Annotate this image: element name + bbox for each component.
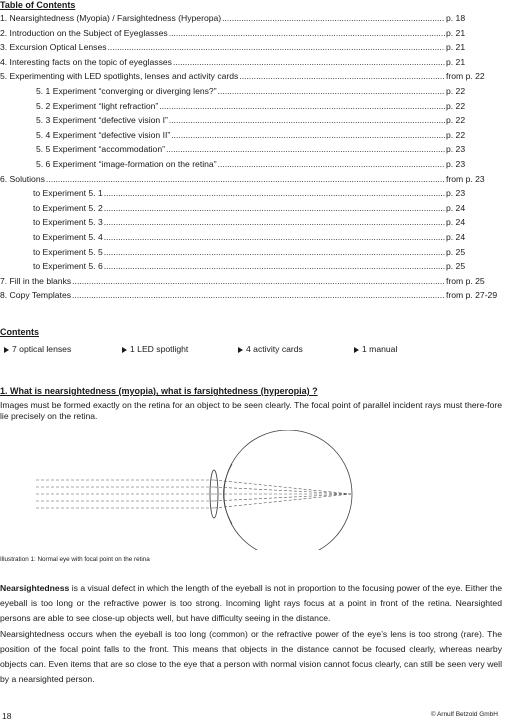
toc-entry: [0, 232, 500, 247]
toc-entry-page: p. 25: [446, 261, 466, 272]
toc-entry-title: to Experiment 5. 1: [33, 188, 103, 199]
toc-leader-dots: [104, 203, 445, 214]
toc-entry-title: to Experiment 5. 6: [33, 261, 103, 272]
intro-paragraph: Images must be formed exactly on the retina for an object to be seen clearly. The focal point of parallel incident rays must there-fore lie precisely on the retina.: [0, 400, 502, 422]
toc-leader-dots: [169, 28, 445, 39]
toc-entry: [0, 174, 500, 189]
toc-entry-title: 5. Experimenting with LED spotlights, lenses and activity cards: [0, 71, 239, 82]
toc-entry-page: from p. 25: [446, 275, 485, 286]
contents-list: [4, 344, 504, 356]
triangle-bullet-icon: [122, 347, 127, 353]
toc-entry-title: to Experiment 5. 2: [33, 202, 103, 213]
toc-entry: [0, 42, 500, 57]
toc-entry-page: p. 24: [446, 231, 466, 242]
section-heading: 1. What is nearsightedness (myopia), what is farsightedness (hyperopia) ?: [0, 386, 318, 396]
toc-entry-page: p. 23: [446, 144, 466, 155]
eye-illustration: [0, 430, 506, 550]
toc-entry-page: p. 23: [446, 158, 466, 169]
toc-entry-page: p. 22: [446, 129, 466, 140]
toc-leader-dots: [159, 101, 445, 112]
toc-entry-title: 3. Excursion Optical Lenses: [0, 42, 107, 53]
toc-entry-title: 6. Solutions: [0, 173, 45, 184]
toc-entry-page: p. 21: [446, 42, 466, 53]
toc-entry-title: to Experiment 5. 5: [33, 246, 103, 257]
toc-entry: [0, 188, 500, 203]
toc-entry-title: 5. 4 Experiment “defective vision II”: [36, 129, 171, 140]
toc-entry-title: 5. 1 Experiment “converging or diverging lens?”: [36, 85, 217, 96]
toc-entry: [0, 130, 500, 145]
eyeball-shape: [224, 430, 352, 550]
term-bold: Nearsightedness: [0, 583, 70, 593]
toc-entry-title: 1. Nearsightedness (Myopia) / Farsightedness (Hyperopa): [0, 13, 222, 23]
triangle-bullet-icon: [4, 347, 9, 353]
triangle-bullet-icon: [238, 347, 243, 353]
toc-entry: [0, 71, 500, 86]
toc-leader-dots: [108, 42, 445, 53]
toc-entry-title: 5. 2 Experiment “light refraction”: [36, 100, 159, 111]
toc-entry-page: from p. 27-29: [446, 290, 498, 301]
toc-entry-page: p. 24: [446, 217, 466, 228]
contents-item: 1 manual: [354, 344, 397, 355]
toc-entry: [0, 290, 500, 305]
toc-entry-page: p. 22: [446, 115, 466, 126]
toc-entry: [0, 28, 500, 43]
toc-entry: [0, 115, 500, 130]
toc-leader-dots: [104, 261, 445, 272]
toc-leader-dots: [104, 247, 445, 258]
toc-leader-dots: [104, 188, 445, 199]
contents-title: Contents: [0, 327, 39, 337]
page-number: 18: [2, 711, 12, 721]
toc-leader-dots: [104, 217, 445, 228]
toc-entry-page: p. 21: [446, 27, 466, 38]
toc-entry-title: to Experiment 5. 4: [33, 231, 103, 242]
toc-leader-dots: [222, 13, 445, 24]
toc-entry-title: 4. Interesting facts on the topic of eyeglasses: [0, 56, 172, 67]
toc-entry: [0, 13, 500, 28]
toc-entry: [0, 144, 500, 159]
contents-item: 4 activity cards: [238, 344, 303, 355]
contents-item: 1 LED spotlight: [122, 344, 188, 355]
copyright: © Arnulf Betzold GmbH: [430, 711, 498, 718]
toc-leader-dots: [218, 86, 445, 97]
triangle-bullet-icon: [354, 347, 359, 353]
toc-leader-dots: [72, 290, 445, 301]
toc-entry-page: p. 25: [446, 246, 466, 257]
toc-entry: [0, 217, 500, 232]
toc-entry-title: 7. Fill in the blanks: [0, 275, 72, 286]
contents-item: 7 optical lenses: [4, 344, 71, 355]
toc-leader-dots: [104, 232, 445, 243]
toc-leader-dots: [173, 57, 445, 68]
toc-entry-title: 2. Introduction on the Subject of Eyeglasses: [0, 27, 168, 38]
toc-entry: [0, 57, 500, 72]
toc-leader-dots: [72, 276, 445, 287]
toc-entry: [0, 159, 500, 174]
figure-caption: Illustration 1: Normal eye with focal point on the retina: [0, 556, 150, 563]
toc-entry: [0, 203, 500, 218]
toc-entry-title: 5. 5 Experiment “accommodation”: [36, 144, 165, 155]
toc-entry-page: from p. 23: [446, 173, 485, 184]
toc-entry-page: from p. 22: [446, 71, 485, 82]
toc-leader-dots: [239, 71, 445, 82]
toc-leader-dots: [171, 130, 445, 141]
paragraph-text: is a visual defect in which the length of the eyeball is not in proportion to the focusing power of the eye. Either the eyeball is too long or the refractive power is too strong. Incoming light rays focus at a point in front of the retina. Nearsighted persons are able to see close-up objects well, but have difficulty seeing in the distance.: [0, 583, 502, 623]
toc-entry: [0, 86, 500, 101]
toc-leader-dots: [46, 174, 445, 185]
toc-leader-dots: [218, 159, 445, 170]
toc-entry: [0, 101, 500, 116]
toc-entry-title: to Experiment 5. 3: [33, 217, 103, 228]
nearsightedness-cause-paragraph: Nearsightedness occurs when the eyeball is too long (common) or the refractive power of the eye’s lens is too strong (rare). The position of the focal point falls to the front. This means that objects in the distance cannot be focused clearly, whereas nearby objects can. Even items that are so close to the eye that a person with normal vision cannot focus clearly, can still be seen very well by a nearsighted person.: [0, 629, 502, 684]
toc-entry-page: p. 21: [446, 56, 466, 67]
nearsightedness-paragraph: [0, 581, 502, 626]
toc-entry-page: p. 22: [446, 85, 466, 96]
toc-entry: [0, 261, 500, 276]
toc-entry-page: p. 18: [446, 13, 466, 23]
toc-entry-page: p. 23: [446, 188, 466, 199]
table-of-contents: [0, 13, 500, 305]
toc-entry-page: p. 24: [446, 202, 466, 213]
toc-entry: [0, 247, 500, 262]
toc-title: Table of Contents: [0, 0, 76, 10]
toc-entry-title: 5. 3 Experiment “defective vision I”: [36, 115, 168, 126]
eye-diagram: [0, 430, 506, 550]
toc-entry: [0, 276, 500, 291]
toc-entry-title: 8. Copy Templates: [0, 290, 72, 301]
toc-leader-dots: [166, 144, 445, 155]
toc-leader-dots: [169, 115, 445, 126]
toc-entry-title: 5. 6 Experiment “image-formation on the retina”: [36, 158, 217, 169]
toc-entry-page: p. 22: [446, 100, 466, 111]
